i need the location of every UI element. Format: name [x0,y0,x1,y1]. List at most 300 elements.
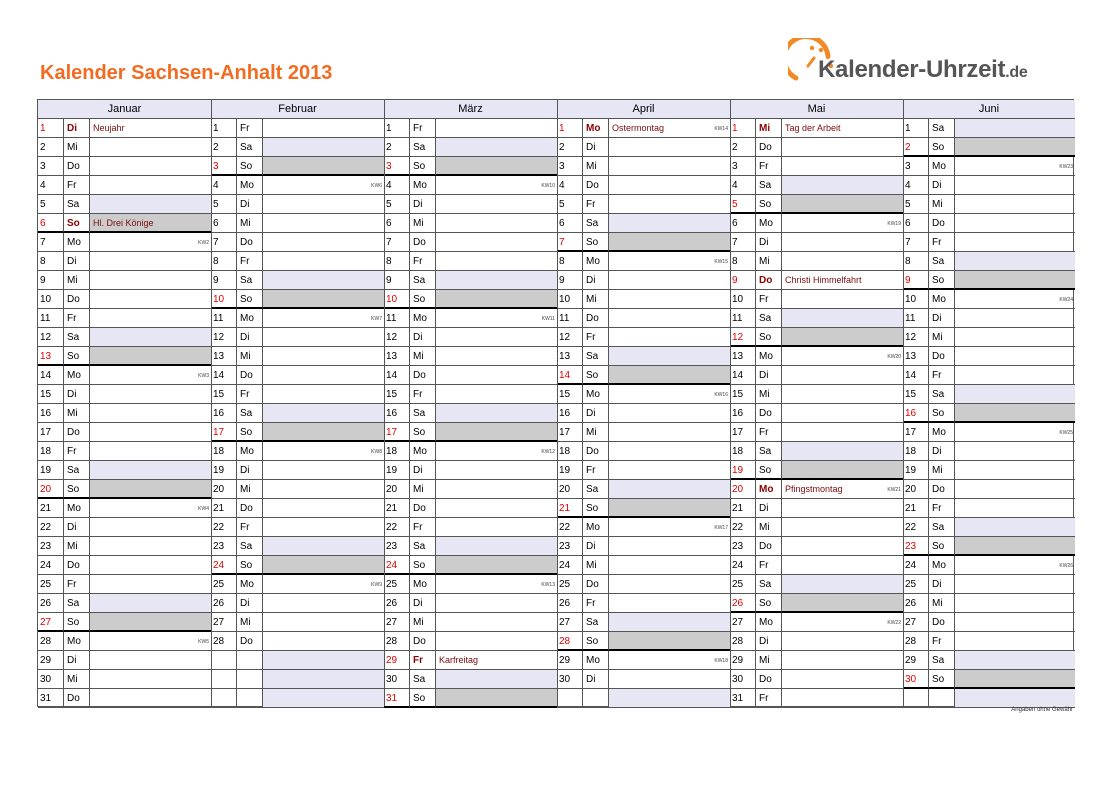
day-row [903,556,1075,575]
day-number: 7 [384,233,409,252]
day-number: 16 [903,404,928,423]
day-row [730,442,903,461]
day-number: 19 [557,461,582,480]
note-cell [781,689,903,708]
note-cell [954,404,1075,423]
note-cell [435,176,557,195]
note-cell [435,404,557,423]
weekday: Mi [582,290,608,309]
weekday: Fr [236,119,262,138]
day-number: 10 [903,290,928,309]
day-row [903,328,1075,347]
note-cell [608,575,730,594]
day-number: 6 [903,214,928,233]
note-cell [608,290,730,309]
day-row [903,366,1075,385]
note-cell [435,632,557,651]
weekday: Mi [582,556,608,575]
day-row [557,214,730,233]
day-number: 3 [384,157,409,176]
day-row [211,119,384,138]
weekday: Fr [582,461,608,480]
day-row [211,138,384,157]
day-row [903,233,1075,252]
day-row [211,499,384,518]
weekday: Mo [928,290,954,309]
month-header: Mai [730,100,903,119]
note-cell [89,613,211,632]
weekday: So [755,195,781,214]
logo-suffix: .de [1005,64,1028,81]
day-number: 3 [38,157,63,176]
day-number: 20 [38,480,63,499]
day-number: 12 [384,328,409,347]
note-cell [262,556,384,575]
weekday: Mi [409,214,435,233]
note-cell [262,157,384,176]
weekday: Do [63,556,89,575]
note-cell [262,651,384,670]
day-row [384,594,557,613]
note-cell [954,518,1075,537]
note-cell [608,594,730,613]
day-row [211,195,384,214]
note-cell [608,119,730,138]
day-number: 20 [211,480,236,499]
weekday: Fr [63,442,89,461]
day-row [903,119,1075,138]
weekday: Mo [755,480,781,499]
note-cell [89,518,211,537]
weekday: Do [755,537,781,556]
day-number: 12 [903,328,928,347]
day-row [903,651,1075,670]
weekday: Mi [409,480,435,499]
day-number: 18 [38,442,63,461]
note-cell [608,556,730,575]
weekday: Di [755,366,781,385]
holiday-label: Neujahr [93,123,125,133]
weekday: So [63,214,89,233]
month-divider [903,100,904,706]
weekday: Sa [582,214,608,233]
note-cell [89,328,211,347]
day-number: 22 [211,518,236,537]
weekday: Fr [755,556,781,575]
day-row [730,233,903,252]
weekday: So [755,461,781,480]
note-cell [781,271,903,290]
day-number: 26 [211,594,236,613]
day-number [903,689,928,708]
day-number: 4 [730,176,755,195]
note-cell [954,461,1075,480]
day-row [903,385,1075,404]
day-row [730,328,903,347]
weekday: Sa [409,404,435,423]
weekday: So [409,290,435,309]
day-number: 8 [38,252,63,271]
note-cell [954,366,1075,385]
weekday: Mo [409,309,435,328]
day-row [903,537,1075,556]
day-number: 27 [730,613,755,632]
note-cell [262,347,384,366]
day-number: 2 [903,138,928,157]
note-cell [781,442,903,461]
day-row [730,157,903,176]
day-row [557,309,730,328]
note-cell [89,138,211,157]
note-cell [781,594,903,613]
day-row [211,632,384,651]
day-row [557,537,730,556]
week-number: KW5 [198,639,209,645]
day-number: 18 [903,442,928,461]
day-row [211,461,384,480]
note-cell [608,271,730,290]
weekday: Mo [236,309,262,328]
day-number: 10 [384,290,409,309]
weekday: Fr [409,252,435,271]
weekday: Mi [63,271,89,290]
day-number: 19 [211,461,236,480]
note-cell [954,271,1075,290]
day-number: 6 [730,214,755,233]
day-row [38,385,211,404]
note-cell [89,347,211,366]
weekday: Sa [63,195,89,214]
day-number: 1 [730,119,755,138]
weekday: Sa [63,594,89,613]
day-row [730,366,903,385]
month-column-mai [730,100,903,706]
day-row [211,594,384,613]
weekday: Mi [63,138,89,157]
weekday: Di [582,670,608,689]
weekday: Di [63,252,89,271]
weekday: Fr [236,252,262,271]
day-number: 24 [211,556,236,575]
note-cell [435,119,557,138]
day-number [211,689,236,708]
day-number: 8 [384,252,409,271]
day-number: 12 [38,328,63,347]
holiday-label: Ostermontag [612,123,665,133]
weekday: So [582,499,608,518]
weekday: Mi [63,537,89,556]
note-cell [608,195,730,214]
note-cell [435,670,557,689]
note-cell [262,214,384,233]
day-row [211,689,384,708]
note-cell [781,157,903,176]
day-row [384,366,557,385]
weekday: Sa [409,138,435,157]
weekday: Sa [582,347,608,366]
logo-name: Kalender-Uhrzeit [818,56,1006,83]
page-title: Kalender Sachsen-Anhalt 2013 [40,62,333,84]
logo [788,38,1078,94]
note-cell [781,328,903,347]
weekday: Do [236,366,262,385]
weekday: So [63,480,89,499]
day-number: 9 [730,271,755,290]
day-number: 12 [557,328,582,347]
week-number: KW21 [887,487,901,493]
note-cell [435,252,557,271]
day-row [211,670,384,689]
day-row [38,575,211,594]
day-row [730,271,903,290]
note-cell [89,575,211,594]
day-row [211,290,384,309]
day-row [38,176,211,195]
note-cell [89,556,211,575]
day-row [730,195,903,214]
day-row [903,157,1075,176]
weekday: Mo [928,423,954,442]
weekday: Sa [409,537,435,556]
weekday: Di [236,594,262,613]
note-cell [781,613,903,632]
weekday: Di [236,328,262,347]
day-number: 28 [557,632,582,651]
day-number: 21 [903,499,928,518]
weekday: So [582,366,608,385]
day-row [211,442,384,461]
day-number: 8 [557,252,582,271]
day-number: 13 [903,347,928,366]
month-header: Februar [211,100,384,119]
day-number: 15 [903,385,928,404]
weekday: Do [236,632,262,651]
weekday: Mo [63,632,89,651]
week-number: KW23 [1059,164,1073,170]
day-number: 6 [211,214,236,233]
note-cell [954,423,1075,442]
note-cell [262,670,384,689]
day-number: 29 [557,651,582,670]
day-row [730,385,903,404]
weekday: Do [409,366,435,385]
day-row [384,575,557,594]
day-row [211,309,384,328]
note-cell [435,442,557,461]
day-number: 26 [384,594,409,613]
day-row [211,423,384,442]
day-row [730,651,903,670]
note-cell [781,214,903,233]
note-cell [89,195,211,214]
day-row [730,347,903,366]
day-number: 28 [211,632,236,651]
note-cell [89,404,211,423]
day-row [557,138,730,157]
day-number: 27 [38,613,63,632]
day-number: 25 [557,575,582,594]
month-header: Januar [38,100,211,119]
day-row [384,309,557,328]
day-number: 14 [384,366,409,385]
weekday: Di [236,461,262,480]
day-row [384,176,557,195]
day-number: 11 [903,309,928,328]
day-row [557,480,730,499]
day-number: 9 [384,271,409,290]
day-row [903,309,1075,328]
day-number: 15 [730,385,755,404]
day-row [903,499,1075,518]
weekday: Mo [928,556,954,575]
note-cell [89,461,211,480]
weekday: Mo [63,499,89,518]
day-row [903,575,1075,594]
weekday: Fr [755,157,781,176]
weekday: Do [63,157,89,176]
note-cell [954,613,1075,632]
weekday: Mi [755,518,781,537]
note-cell [435,518,557,537]
month-column-april [557,100,730,706]
month-divider [557,100,558,706]
weekday: Fr [928,499,954,518]
day-number: 20 [384,480,409,499]
day-number: 21 [384,499,409,518]
note-cell [781,252,903,271]
weekday: Do [409,499,435,518]
weekday: Do [582,309,608,328]
day-row [384,385,557,404]
day-number: 27 [211,613,236,632]
weekday: Mi [236,347,262,366]
holiday-label: Pfingstmontag [785,484,843,494]
weekday: Sa [928,651,954,670]
weekday: Sa [409,670,435,689]
weekday: Sa [928,385,954,404]
day-row [211,157,384,176]
day-row [903,404,1075,423]
weekday: Do [928,214,954,233]
weekday [236,689,262,708]
day-row [38,499,211,518]
day-row [211,385,384,404]
note-cell [435,290,557,309]
weekday: Do [409,632,435,651]
note-cell [608,347,730,366]
note-cell [262,442,384,461]
month-header: April [557,100,730,119]
weekday: Fr [63,309,89,328]
day-row [730,480,903,499]
day-number: 13 [730,347,755,366]
day-row [557,385,730,404]
day-number: 9 [211,271,236,290]
weekday: Sa [63,328,89,347]
week-number: KW17 [714,525,728,531]
note-cell [954,651,1075,670]
day-row [38,271,211,290]
day-number: 31 [38,689,63,708]
weekday: Sa [928,518,954,537]
note-cell [435,271,557,290]
note-cell [954,632,1075,651]
weekday: So [755,594,781,613]
month-divider [730,100,731,706]
weekday: So [236,157,262,176]
day-number: 28 [384,632,409,651]
day-row [730,290,903,309]
weekday: So [236,556,262,575]
day-number: 9 [557,271,582,290]
day-row [730,119,903,138]
note-cell [608,461,730,480]
day-number [211,670,236,689]
day-row [211,404,384,423]
weekday: Di [63,651,89,670]
weekday [236,651,262,670]
day-number: 17 [557,423,582,442]
day-number: 25 [903,575,928,594]
holiday-label: Christi Himmelfahrt [785,275,862,285]
weekday: So [409,556,435,575]
day-row [384,423,557,442]
note-cell [89,499,211,518]
note-cell [262,385,384,404]
day-number: 3 [903,157,928,176]
note-cell [954,157,1075,176]
weekday: Mi [928,594,954,613]
weekday: Sa [582,480,608,499]
note-cell [954,347,1075,366]
weekday: Sa [755,442,781,461]
note-cell [781,651,903,670]
day-number: 22 [557,518,582,537]
day-number: 12 [211,328,236,347]
note-cell [262,119,384,138]
weekday: Fr [755,290,781,309]
day-row [384,138,557,157]
note-cell [781,518,903,537]
day-number: 13 [384,347,409,366]
note-cell [781,575,903,594]
day-row [211,556,384,575]
note-cell [435,651,557,670]
note-cell [89,119,211,138]
month-divider [211,100,212,706]
note-cell [608,442,730,461]
day-row [557,176,730,195]
note-cell [781,309,903,328]
note-cell [435,556,557,575]
day-number: 22 [730,518,755,537]
note-cell [781,233,903,252]
weekday: Mo [582,651,608,670]
weekday: Di [928,575,954,594]
day-number: 15 [384,385,409,404]
day-number: 8 [903,252,928,271]
day-number: 9 [903,271,928,290]
day-row [557,442,730,461]
day-row [730,461,903,480]
day-number: 4 [384,176,409,195]
day-number: 26 [38,594,63,613]
weekday: Sa [236,138,262,157]
day-number: 2 [211,138,236,157]
day-row [211,366,384,385]
weekday: Mo [236,176,262,195]
disclaimer: Angaben ohne Gewähr [1011,707,1073,713]
